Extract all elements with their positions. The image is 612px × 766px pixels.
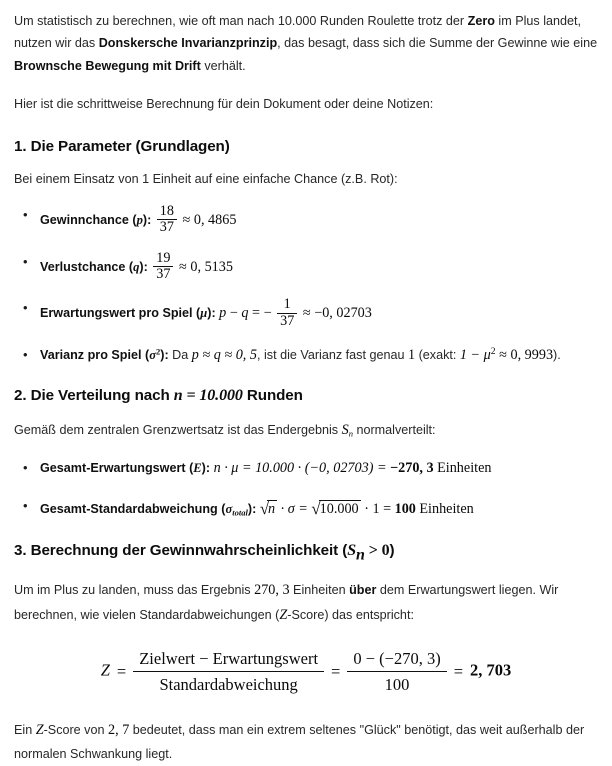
section-3-heading-operator: > 0 [364,542,390,560]
stddev-tail: · 1 = [360,501,392,518]
intro-p1-bold-donsker: Donskersche Invarianzprinzip [98,36,278,51]
bullet-win-label-end: ): [142,212,152,227]
radicand: n [268,501,276,518]
bullet-loss-math [151,249,233,283]
section-3-lead-part4: -Score) das entspricht: [287,608,414,623]
variance-text-2: , ist die Varianz fast genau [257,348,408,363]
fraction-18-37 [157,204,177,236]
bullet-win-symbol: p [136,212,143,227]
closing-part3: bedeutet, dass man ein extrem seltenes "Glück" benötigt, das weit außerhalb der normalen Schwankung liegt. [14,722,585,762]
bullet-total-stddev-label: Gesamt-Standardabweichung ( [40,502,226,517]
intro-p1-part3: , das besagt, dass sich die Summe der Gewinne wie eine [277,36,598,51]
fraction-denominator: 37 [153,266,173,282]
variance-text-3: (exakt: [415,348,457,363]
negative-sign: − [263,305,272,322]
variance-expr-3a: 1 − μ [459,347,491,364]
bullet-variance-symbol: σ [149,348,156,363]
intro-p1-part2: im Plus landet, nutzen wir das [14,14,582,51]
z-score-formula [14,648,598,696]
section-2-heading-part2: Runden [242,387,303,405]
section-3-lead-part3: dem Erwartungswert liegen. Wir berechnen, wie vielen Standardabweichungen ( [14,582,559,623]
bullet-total-stddev-label-end: ): [247,502,257,517]
bullet-total-stddev [14,495,598,522]
section-3-lead-math-270: 270, 3 [254,581,290,598]
bullet-total-expectation-label: Gesamt-Erwartungswert ( [40,461,194,476]
fraction-1-37 [277,297,297,329]
bullet-variance-per-game [14,344,598,367]
fraction-numerator: 19 [156,249,171,266]
section-3-lead-part2: Einheiten [289,582,350,597]
section-2-heading [14,387,598,405]
bullet-win-label: Gewinnchance ( [40,212,137,227]
minus-sign: − [229,305,238,322]
intro-p1-bold-brownian: Brownsche Bewegung mit Drift [14,58,201,73]
section-2-lead-part2: normalverteilt: [352,423,436,438]
section-2-lead-part1: Gemäß dem zentralen Grenzwertsatz ist das Endergebnis [14,423,342,438]
intro-p1-part1: Um statistisch zu berechnen, wie oft man nach 10.000 Runden Roulette trotz der [14,14,468,28]
total-stddev-expression [260,501,391,517]
variance-expr-3b: ≈ 0, 9993 [495,347,554,364]
fraction-denominator: 100 [347,671,446,696]
bullet-total-expectation [14,457,598,480]
closing-part1: Ein [14,722,36,737]
bullet-win-value: 0, 4865 [193,211,237,228]
bullet-loss-chance [14,251,598,283]
section-2-lead-symbol-S: S [341,422,349,439]
section-3-lead-bold-ueber: über [349,582,377,597]
fraction-numerator: 0 − (−270, 3) [353,649,441,669]
total-stddev-result: 100 [394,501,416,518]
section-1-heading: 1. Die Parameter (Grundlagen) [14,137,230,155]
bullet-expectation-value: −0, 02703 [314,305,372,322]
bullet-variance-label: Varianz pro Spiel ( [40,348,150,363]
radical-sign: √ [259,499,270,519]
bullet-expectation-symbol: μ [200,306,208,321]
total-expectation-expression: n · μ = 10.000 · (−0, 02703) = [213,460,387,477]
radicand: 10.000 [319,501,359,518]
bullet-expectation-label: Erwartungswert pro Spiel ( [40,306,201,321]
bullet-variance-label-end: ): [160,348,169,363]
section-3-lead-math-Z: Z [279,607,288,624]
section-2-lead [14,418,598,443]
fraction-denominator: 37 [277,313,297,329]
section-3-heading [14,542,598,564]
fraction-19-37 [153,251,173,283]
closing-math-Z: Z [35,721,44,738]
approx-sign: ≈ [302,305,311,322]
radical-sign: √ [311,499,321,519]
bullet-expectation-per-game [14,297,598,329]
variance-expr-3 [460,347,553,363]
formula-result: 2, 703 [470,661,512,680]
bullet-total-expectation-symbol: E [193,461,202,476]
formula-fraction-2 [347,648,446,696]
stddev-mid: · σ = [277,501,312,518]
variance-text-4: ). [553,348,561,363]
fraction-numerator: 18 [159,203,174,220]
expr-q: q [241,305,249,322]
bullet-total-stddev-symbol: σ [225,502,233,517]
bullet-win-chance [14,204,598,236]
fraction-numerator: 1 [283,296,291,313]
bullet-variance-exponent: 2 [155,346,161,357]
bullet-expectation-label-end: ): [207,306,216,321]
sqrt-n [260,495,277,522]
section-2-heading-part1: 2. Die Verteilung nach [14,387,174,405]
bullet-win-math [155,203,237,236]
bullet-loss-label-end: ): [139,259,148,274]
section-2-lead-symbol-sub: n [348,428,353,439]
variance-text-1: Da [172,348,192,363]
section-3-closing [14,718,598,766]
section-2-bullet-list [14,457,598,522]
formula-lhs-Z: Z [100,661,110,680]
bullet-total-stddev-subscript: total [232,507,248,518]
intro-paragraph-2: Hier ist die schrittweise Berechnung für dein Dokument oder deine Notizen: [14,97,434,112]
section-3-heading-part1: 3. Berechnung der Gewinnwahrscheinlichkeit ( [14,542,348,560]
section-3-lead [14,578,598,629]
total-expectation-unit: Einheiten [437,460,492,477]
formula-fraction-1 [133,648,324,696]
sqrt-10000 [311,495,360,522]
equals-sign: = [252,305,261,322]
section-1-lead: Bei einem Einsatz von 1 Einheit auf eine einfache Chance (z.B. Rot): [14,171,398,186]
intro-p1-part4: verhält. [200,58,246,73]
variance-expr-2: 1 [407,347,416,364]
bullet-loss-label: Verlustchance ( [40,259,134,274]
section-3-heading-part2: ) [389,542,395,560]
total-expectation-result: −270, 3 [390,460,434,477]
section-3-heading-symbol-S: S [347,542,356,560]
formula-equals-1: = [116,662,127,682]
fraction-denominator: 37 [157,219,177,235]
closing-math-27: 2, 7 [108,721,130,738]
closing-part2: -Score von [43,722,108,737]
bullet-loss-value: 0, 5135 [190,258,233,275]
total-stddev-unit: Einheiten [419,501,474,518]
bullet-total-expectation-label-end: ): [201,461,211,476]
fraction-numerator: Zielwert − Erwartungswert [139,649,319,669]
formula-equals-2: = [331,662,341,682]
section-3-heading-symbol-sub: n [356,546,365,564]
section-2-heading-math: n = 10.000 [173,387,243,405]
variance-expr-1: p ≈ q ≈ 0, 5 [191,347,257,364]
fraction-denominator: Standardabweichung [133,671,324,696]
intro-paragraph-1 [14,10,598,77]
intro-p1-bold-zero: Zero [467,14,495,28]
approx-sign: ≈ [179,258,187,275]
expr-p: p [219,305,227,322]
approx-sign: ≈ [182,211,191,228]
section-3-lead-part1: Um im Plus zu landen, muss das Ergebnis [14,582,255,597]
section-1-bullet-list [14,204,598,367]
formula-equals-3: = [453,662,464,682]
variance-expr-3-exponent: 2 [490,346,496,357]
bullet-expectation-math [219,296,372,329]
bullet-loss-symbol: q [133,259,140,274]
